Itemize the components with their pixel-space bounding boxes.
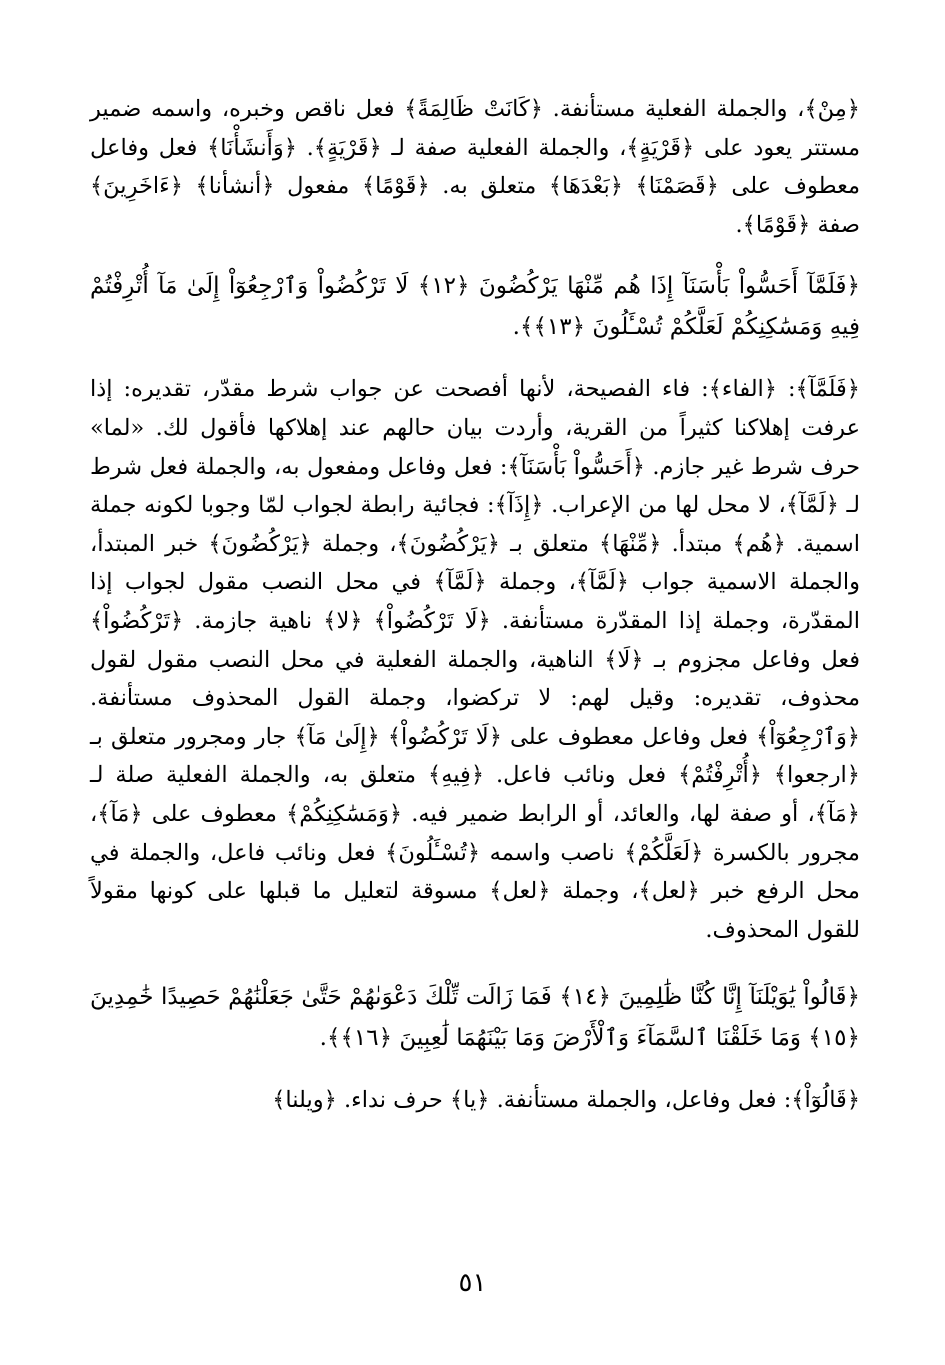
paragraph-1: ﴿مِنْ﴾، والجملة الفعلية مستأنفة. ﴿كَانَتْ ظَالِمَةً﴾ فعل ناقص وخبره، واسمه ضمير مستتر يعود على ﴿قَرْيَةٍ﴾، والجملة الفعلية صفة لـ ﴿قَرْيَةٍ﴾. ﴿وَأَنشَأْنَا﴾ فعل وفاعل معطوف على ﴿قَصَمْنَا﴾ ﴿بَعْدَهَا﴾ متعلق به. ﴿قَوْمًا﴾ مفعول ﴿أنشأنا﴾ ﴿ءَاخَرِينَ﴾ صفة ﴿قَوْمًا﴾. [90, 96, 860, 238]
page-number: ٥١ [458, 1268, 487, 1298]
paragraph-gap [90, 348, 860, 370]
paragraph-3: ﴿قَالُوٓاْ﴾: فعل وفاعل، والجملة مستأنفة. ﴿يا﴾ حرف نداء. ﴿ويلنا﴾ [272, 1087, 860, 1114]
paragraph-gap [90, 244, 860, 266]
paragraph-gap [90, 949, 860, 977]
quran-verse-14-16: ﴿قَالُواْ يَٰوَيْلَنَآ إِنَّا كُنَّا ظَٰلِمِينَ ﴿١٤﴾ فَمَا زَالَت تِّلْكَ دَعْوَىٰهُمْ حَتَّىٰ جَعَلْنَٰهُمْ حَصِيدًا خَٰمِدِينَ ﴿١٥﴾ وَمَا خَلَقْنَا ٱلسَّمَآءَ وَٱلْأَرْضَ وَمَا بَيْنَهُمَا لَٰعِبِينَ ﴿١٦﴾﴾. [90, 984, 860, 1052]
page-body [90, 90, 860, 1120]
paragraph-gap [90, 1059, 860, 1081]
paragraph-2: ﴿فَلَمَّآ﴾: ﴿الفاء﴾: فاء الفصيحة، لأنها أفصحت عن جواب شرط مقدّر، تقديره: إذا عرفت إهلاكنا كثيراً من القرية، وأردت بيان حالهم عند إهلاكها فأقول لك. «لما» حرف شرط غير جازم. ﴿أَحَسُّواْ بَأْسَنَآ﴾: فعل وفاعل ومفعول به، والجملة فعل شرط لـ ﴿لَمَّآ﴾، لا محل لها من الإعراب. ﴿إِذَآ﴾: فجائية رابطة لجواب لمّا وجوبا لكونه جملة اسمية. ﴿هُم﴾ مبتدأ. ﴿مِّنْهَا﴾ متعلق بـ ﴿يَرْكُضُونَ﴾، وجملة ﴿يَرْكُضُونَ﴾ خبر المبتدأ، والجملة الاسمية جواب ﴿لَمَّآ﴾، وجملة ﴿لَمَّآ﴾ في محل النصب مقول لجواب إذا المقدّرة، وجملة إذا المقدّرة مستأنفة. ﴿لَا تَرْكُضُواْ﴾ ﴿لا﴾ ناهية جازمة. ﴿تَرْكُضُواْ﴾ فعل وفاعل مجزوم بـ ﴿لَا﴾ الناهية، والجملة الفعلية في محل النصب مقول لقول محذوف، تقديره: وقيل لهم: لا تركضوا، وجملة القول المحذوف مستأنفة. ﴿وَٱرْجِعُوٓاْ﴾ فعل وفاعل معطوف على ﴿لَا تَرْكُضُواْ﴾ ﴿إِلَىٰ مَآ﴾ جار ومجرور متعلق بـ ﴿ارجعوا﴾ ﴿أُتْرِفْتُمْ﴾ فعل ونائب فاعل. ﴿فِيهِ﴾ متعلق به، والجملة الفعلية صلة لـ ﴿مَآ﴾، أو صفة لها، والعائد، أو الرابط ضمير فيه. ﴿وَمَسَٰكِنِكُمْ﴾ معطوف على ﴿مَآ﴾، مجرور بالكسرة ﴿لَعَلَّكُمْ﴾ ناصب واسمه ﴿تُسْـَٔلُونَ﴾ فعل ونائب فاعل، والجملة في محل الرفع خبر ﴿لعل﴾، وجملة ﴿لعل﴾ مسوقة لتعليل ما قبلها على كونها مقولاً للقول المحذوف. [90, 376, 860, 943]
quran-verse-12-13: ﴿فَلَمَّآ أَحَسُّواْ بَأْسَنَآ إِذَا هُم مِّنْهَا يَرْكُضُونَ ﴿١٢﴾ لَا تَرْكُضُواْ وَٱرْجِعُوٓاْ إِلَىٰ مَآ أُتْرِفْتُمْ فِيهِ وَمَسَٰكِنِكُمْ لَعَلَّكُمْ تُسْـَٔلُونَ ﴿١٣﴾﴾. [90, 273, 860, 341]
